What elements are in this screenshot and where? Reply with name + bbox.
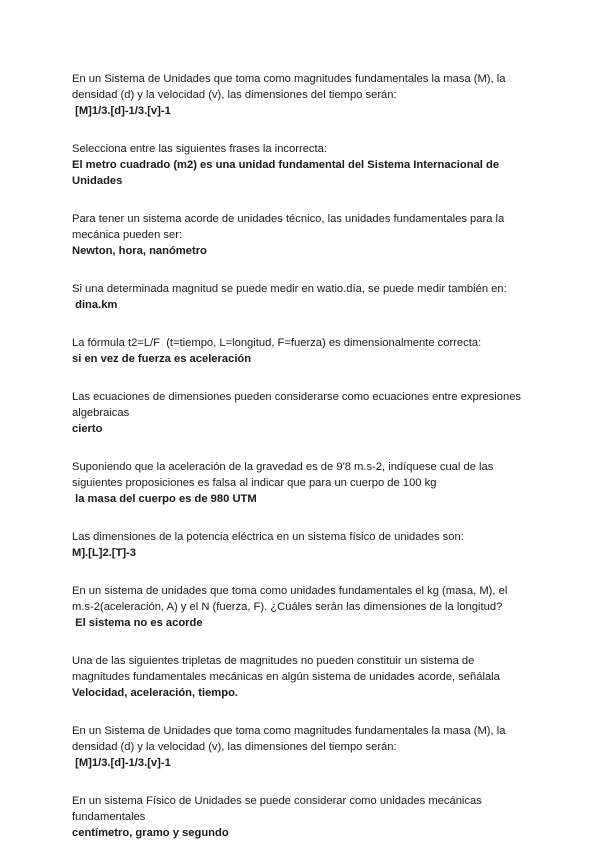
question-block-6 xyxy=(72,389,532,437)
question-text: En un Sistema de Unidades que toma como magnitudes fundamentales la masa (M), la densidad (d) y la velocidad (v), las dimensiones del tiempo serán: xyxy=(72,725,509,753)
answer-text: [M]1/3.[d]-1/3.[v]-1 xyxy=(72,105,171,117)
answer-text: si en vez de fuerza es aceleración xyxy=(72,353,252,365)
answer-text: centímetro, gramo y segundo xyxy=(72,827,229,839)
question-text: En un sistema Físico de Unidades se puede considerar como unidades mecánicas fundamentales xyxy=(72,795,485,823)
answer-text: El sistema no es acorde xyxy=(72,617,203,629)
question-block-1 xyxy=(72,71,532,119)
question-text: En un Sistema de Unidades que toma como magnitudes fundamentales la masa (M), la densidad (d) y la velocidad (v), las dimensiones del tiempo serán: xyxy=(72,73,509,101)
question-block-7 xyxy=(72,459,532,507)
question-block-2 xyxy=(72,141,532,189)
question-text: Selecciona entre las siguientes frases la incorrecta: xyxy=(72,143,327,155)
question-text: En un sistema de unidades que toma como unidades fundamentales el kg (masa, M), el m.s-2(aceleración, A) y el N (fuerza, F). ¿Cuáles serán las dimensiones de la longitud? xyxy=(72,585,511,613)
question-block-12 xyxy=(72,793,532,841)
question-text: Una de las siguientes tripletas de magnitudes no pueden constituir un sistema de magnitudes fundamentales mecánicas en algún sistema de unidades acorde, señálala xyxy=(72,655,500,683)
question-block-5 xyxy=(72,335,532,367)
document-page xyxy=(72,71,532,863)
question-text: Suponiendo que la aceleración de la gravedad es de 9'8 m.s-2, indíquese cual de las siguientes proposiciones es falsa al indicar que para un cuerpo de 100 kg xyxy=(72,461,497,489)
question-text: Las dimensiones de la potencia eléctrica en un sistema físico de unidades son: xyxy=(72,531,464,543)
question-text: Las ecuaciones de dimensiones pueden considerarse como ecuaciones entre expresiones algebraicas xyxy=(72,391,525,419)
answer-text: Newton, hora, nanómetro xyxy=(72,245,207,257)
answer-text: M].[L]2.[T]-3 xyxy=(72,547,137,559)
question-block-8 xyxy=(72,529,532,561)
answer-text: [M]1/3.[d]-1/3.[v]-1 xyxy=(72,757,171,769)
question-text: Si una determinada magnitud se puede medir en watio.día, se puede medir también en: xyxy=(72,283,507,295)
answer-text: la masa del cuerpo es de 980 UTM xyxy=(72,493,257,505)
question-block-10 xyxy=(72,653,532,701)
answer-text: dina.km xyxy=(72,299,118,311)
answer-text: cierto xyxy=(72,423,103,435)
question-block-4 xyxy=(72,281,532,313)
answer-text: El metro cuadrado (m2) es una unidad fundamental del Sistema Internacional de Unidades xyxy=(72,159,503,187)
question-block-11 xyxy=(72,723,532,771)
question-text: La fórmula t2=L/F (t=tiempo, L=longitud, F=fuerza) es dimensionalmente correcta: xyxy=(72,337,482,349)
question-text: Para tener un sistema acorde de unidades técnico, las unidades fundamentales para la mecánica pueden ser: xyxy=(72,213,508,241)
answer-text: Velocidad, aceleración, tiempo. xyxy=(72,687,239,699)
question-block-9 xyxy=(72,583,532,631)
question-block-3 xyxy=(72,211,532,259)
